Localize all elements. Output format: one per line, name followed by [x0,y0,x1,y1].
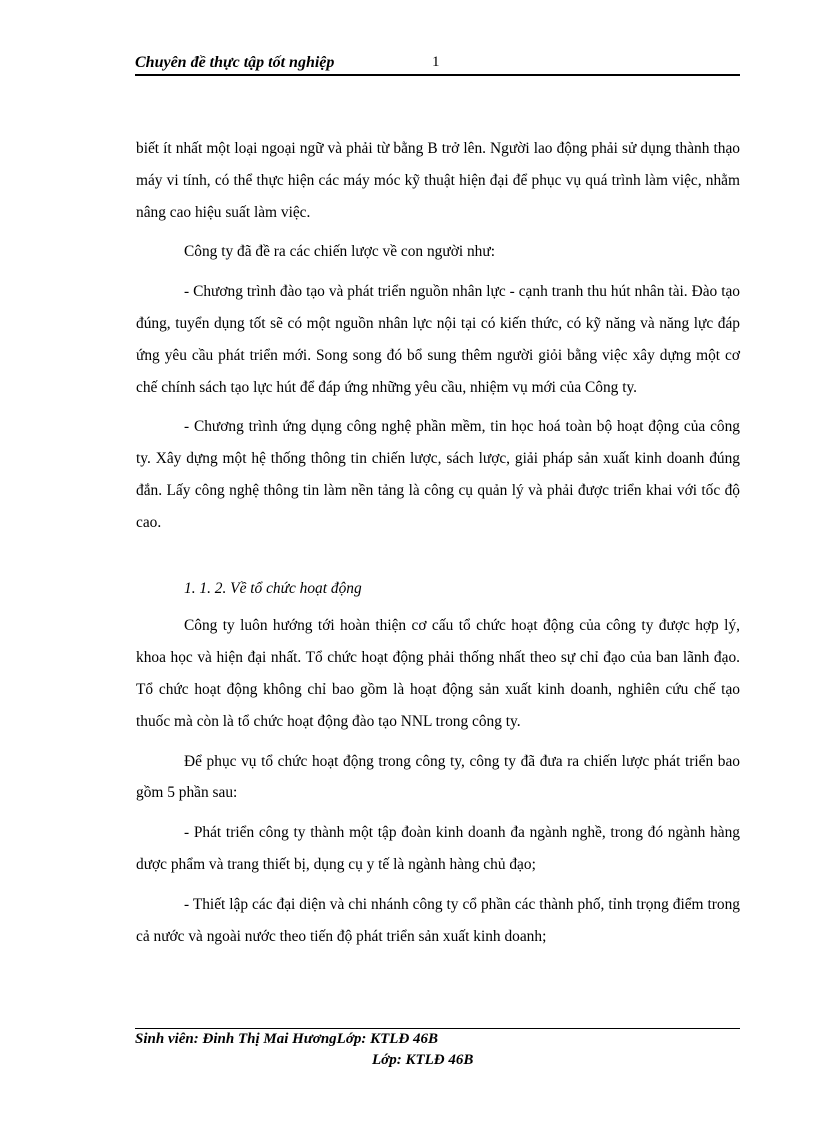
paragraph: - Chương trình đào tạo và phát triển nguồn nhân lực - cạnh tranh thu hút nhân tài. Đào tạo đúng, tuyển dụng tốt sẽ có một nguồn nhân lực nội tại có kiến thức, có kỹ năng và năng lực đáp ứng yêu cầu phát triển mới. Song song đó bổ sung thêm người giỏi bằng việc xây dựng một cơ chế chính sách tạo lực hút để đáp ứng những yêu cầu, nhiệm vụ mới của Công ty. [136,283,740,396]
paragraph: Công ty đã đề ra các chiến lược về con người như: [184,243,495,261]
footer-class: Lớp: KTLĐ 46B [372,1052,474,1068]
paragraph: Công ty luôn hướng tới hoàn thiện cơ cấu tổ chức hoạt động của công ty được hợp lý, khoa học và hiện đại nhất. Tổ chức hoạt động phải thống nhất theo sự chỉ đạo của ban lãnh đạo. Tổ chức hoạt động không chỉ bao gồm là hoạt động sản xuất kinh doanh, nghiên cứu chế tạo thuốc mà còn là tổ chức hoạt động đào tạo NNL trong công ty. [136,617,740,730]
page-number: 1 [432,54,440,70]
footer-student: Sinh viên: Đinh Thị Mai HươngLớp: KTLĐ 46B [135,1031,439,1047]
footer-divider [135,1028,740,1029]
section-heading: 1. 1. 2. Về tổ chức hoạt động [184,579,362,597]
header-divider [135,74,740,76]
paragraph: Để phục vụ tổ chức hoạt động trong công ty, công ty đã đưa ra chiến lược phát triển bao gồm 5 phần sau: [136,752,740,802]
page-header [135,52,740,74]
header-title: Chuyên đề thực tập tốt nghiệp [135,54,335,71]
paragraph: - Phát triển công ty thành một tập đoàn kinh doanh đa ngành nghề, trong đó ngành hàng dược phẩm và trang thiết bị, dụng cụ y tế là ngành hàng chủ đạo; [136,824,740,873]
paragraph: - Thiết lập các đại diện và chi nhánh công ty cổ phần các thành phố, tỉnh trọng điểm trong cả nước và ngoài nước theo tiến độ phát triển sản xuất kinh doanh; [136,895,740,945]
paragraph: - Chương trình ứng dụng công nghệ phần mềm, tin học hoá toàn bộ hoạt động của công ty. Xây dựng một hệ thống thông tin chiến lược, sách lược, giải pháp sản xuất kinh doanh đúng đắn. Lấy công nghệ thông tin làm nền tảng là công cụ quản lý và phải được triển khai với tốc độ cao. [136,418,740,531]
paragraph: biết ít nhất một loại ngoại ngữ và phải từ bằng B trở lên. Người lao động phải sử dụng thành thạo máy vi tính, có thể thực hiện các máy móc kỹ thuật hiện đại để phục vụ quá trình làm việc, nhằm nâng cao hiệu suất làm việc. [136,140,740,221]
body-text [136,133,740,960]
